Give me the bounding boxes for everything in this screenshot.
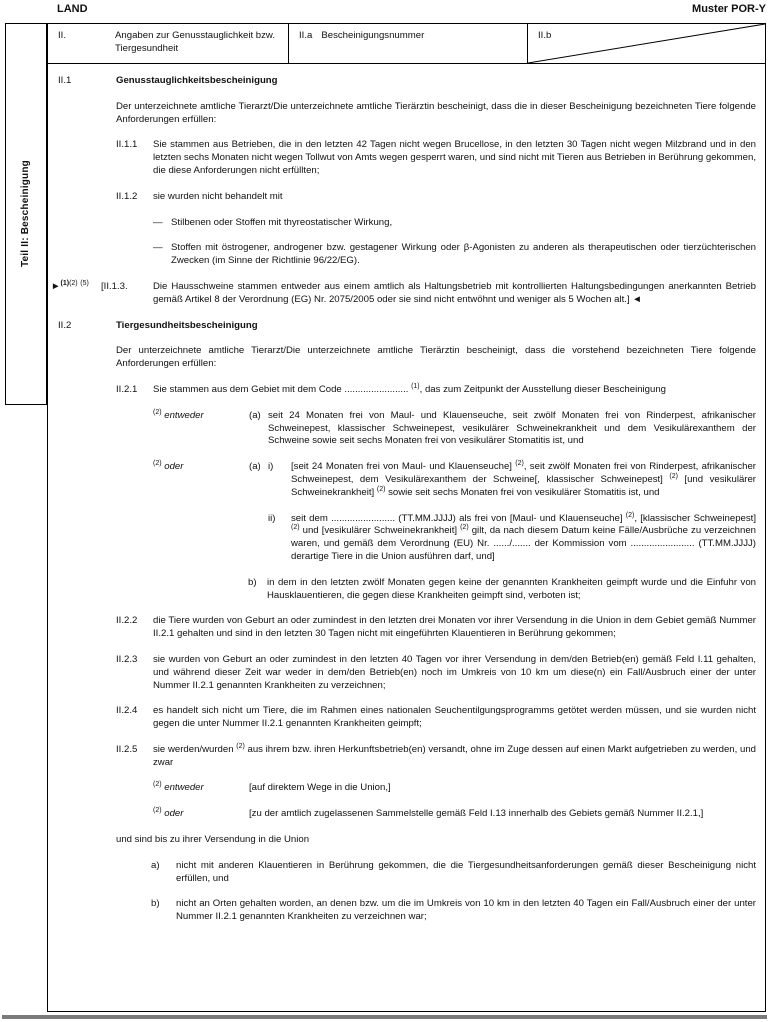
option-text: seit dem ........................ (TT.MM.JJJJ) als frei von [Maul- und Klauenseuche] $^{(2)}$, [klassischer Schweinepest] $^{(2)}$ und [vesikulärer Schweinekrankheit] $^{(2)}$ gilt, da nach diesem Datum keine Fälle/Ausbrüche zu verzeichnen waren, und gemäß dem Verordnung (EU) Nr. ....../....... der Kommission vom ........................ (TT.MM.JJJJ) derartige Tiere in die Union ausführen darf, und] (291, 511, 756, 562)
footnote-ref: (2) (69, 279, 78, 287)
footnote-ref: (1) (60, 279, 70, 287)
section-ii1-title: Genusstauglichkeitsbescheinigung (116, 75, 278, 86)
option-letter: a) (151, 859, 160, 871)
field-iia-cell (288, 24, 527, 63)
option-roman: ii) (268, 512, 276, 524)
footnote-ref: (2) (153, 459, 162, 467)
option-roman: i) (268, 461, 274, 473)
option-text: [zu der amtlich zugelassenen Sammelstelle gemäß Feld I.13 innerhalb des Gebiets gemäß Nummer II.2.1,] (249, 808, 704, 820)
option-text: nicht mit anderen Klauentieren in Berührung gekommen, die die Tiergesundheitsanforderungen gemäß dieser Bescheinigung nicht erfüllen, und (176, 859, 756, 884)
item-ii24 (116, 705, 756, 731)
model-label: Muster POR-Y (692, 3, 766, 15)
option-text: seit 24 Monaten frei von Maul- und Klauenseuche, seit zwölf Monaten frei von Rinderpest, afrikanischer Schweinepest, klassischer Schweinepest, vesikulärer Schweinekrankheit und dem Vesikulärexanthem der Schweine sowie seit sechs Monaten frei von vesikulärer Stomatitis ist, und (268, 409, 756, 447)
field-iia-number: II.a (299, 30, 313, 41)
amendment-arrow-icon: ► (51, 280, 61, 292)
item-ii13-number: [II.1.3. (101, 280, 128, 292)
item-ii21-oder-ii (268, 513, 756, 564)
diagonal-strike-icon (528, 24, 765, 63)
option-letter: (a) (249, 461, 261, 473)
section-ii2-intro: Der unterzeichnete amtliche Tierarzt/Die unterzeichnete amtliche Tierärztin bescheinigt, dass die vorstehend bezeichneten Tiere folgende Anforderungen erfüllen: (116, 345, 756, 370)
item-ii21-text: Sie stammen aus dem Gebiet mit dem Code ........................ $^{(1)}$, das zum Zeitpunkt der Ausstellung dieser Bescheinigung (153, 382, 667, 395)
item-ii11-number: II.1.1 (116, 139, 138, 151)
page-bottom-edge (2, 1015, 767, 1019)
field-iia-label: Bescheinigungsnummer (321, 30, 425, 41)
dash-icon: — (153, 216, 163, 228)
item-ii25-entweder (153, 782, 756, 795)
option-letter: b) (151, 898, 160, 910)
certificate-body (47, 23, 766, 1012)
item-ii22 (116, 615, 756, 641)
item-ii13-text: Die Hausschweine stammen entweder aus einem amtlich als Haltungsbetrieb mit kontrollierten Haltungsbedingungen anerkannten Betrieb gemäß Artikel 8 der Verordnung (EG) Nr. 2075/2005 oder sie sind nicht entwöhnt und weniger als 5 Wochen alt.] ◄ (153, 280, 756, 305)
item-ii21-oder (153, 461, 756, 499)
option-text: in dem in den letzten zwölf Monaten gegen keine der genannten Krankheiten geimpft wurde und die Einfuhr von Hausklauentieren, die gegen diese Krankheiten geimpft sind, verboten ist; (267, 576, 756, 601)
item-ii25-a (151, 860, 756, 886)
section-ii2-title: Tiergesundheitsbescheinigung (116, 319, 258, 331)
footnote-ref: (5) (80, 279, 89, 287)
option-text: nicht an Orten gehalten worden, an denen bzw. um die im Umkreis von 10 km in den letzten 40 Tagen ein Fall/Ausbruch einer der unter Nummer II.2.1 genannten Krankheiten zu verzeichnen war; (176, 898, 756, 923)
item-ii22-number: II.2.2 (116, 615, 138, 627)
option-text: [auf direktem Wege in die Union,] (249, 782, 391, 794)
item-ii25-number: II.2.5 (116, 743, 138, 755)
item-ii25-oder (153, 808, 756, 821)
option-letter: (a) (249, 409, 261, 421)
item-ii25 (116, 744, 756, 770)
item-ii12-dash-1 (153, 217, 756, 230)
item-ii23-text: sie wurden von Geburt an oder zumindest in den letzten 40 Tagen vor ihrer Versendung in dem/den Betrieb(en) gemäß Feld I.11 gehalten, und während dieser Zeit war weder in dem/den Betrieb(en) noch im Umkreis von 10 km um diese(n) ein Fall/Ausbruch einer der unter Nummer II.2.1 genannten Krankheiten zu verzeichnen; (153, 653, 756, 691)
section-ii1-intro: Der unterzeichnete amtliche Tierarzt/Die unterzeichnete amtliche Tierärztin bescheinigt, dass die in dieser Bescheinigung bezeichneten Tiere folgende Anforderungen erfüllen: (116, 100, 756, 125)
choice-word: oder (164, 808, 184, 820)
field-iib-cell (527, 24, 765, 63)
item-ii12-number: II.1.2 (116, 190, 138, 202)
item-ii23-number: II.2.3 (116, 653, 138, 665)
choice-word: entweder (164, 782, 204, 794)
choice-option (249, 410, 756, 448)
item-ii12 (116, 191, 756, 204)
item-ii13 (48, 281, 756, 307)
page-header (0, 3, 769, 19)
item-ii24-text: es handelt sich nicht um Tiere, die im Rahmen eines nationalen Seuchentilgungsprogramms getötet werden müssen, und sie wurden nicht gegen die unter Nummer II.2.1 genannten Krankheiten geimpft; (153, 705, 756, 730)
choice-label (153, 410, 249, 448)
amendment-marker (51, 281, 101, 307)
section-ii2-number: II.2 (58, 319, 72, 331)
item-ii23 (116, 654, 756, 692)
section-ii1-heading (48, 75, 756, 88)
country-label: LAND (57, 3, 88, 15)
item-ii21-entweder (153, 410, 756, 448)
item-ii12-text: sie wurden nicht behandelt mit (153, 190, 283, 202)
dash-icon: — (153, 242, 163, 254)
choice-option (249, 461, 756, 499)
field-iib-number: II.b (538, 30, 552, 41)
choice-label (153, 782, 249, 795)
choice-label (153, 808, 249, 821)
choice-word: entweder (164, 409, 204, 421)
item-ii21-b (248, 577, 756, 603)
part-ii-sidebar (5, 23, 47, 405)
field-ii-label: Angaben zur Genusstauglichkeit bzw. Tiergesundheit (115, 30, 275, 54)
option-letter: b) (248, 576, 257, 588)
field-ii-cell (48, 24, 288, 63)
choice-word: oder (164, 461, 184, 473)
item-ii25-b (151, 898, 756, 924)
field-ii-number: II. (58, 30, 66, 41)
item-ii21 (116, 384, 756, 397)
item-ii11-text: Sie stammen aus Betrieben, die in den letzten 42 Tagen nicht wegen Brucellose, in den letzten 30 Tagen nicht wegen Milzbrand und in den letzten sechs Monaten nicht wegen Tollwut von Amts wegen gesperrt waren, und sind nicht mit Tieren aus Betrieben in Berührung gekommen, die diese Anforderungen nicht erfüllten; (153, 139, 756, 176)
item-ii11 (116, 139, 756, 177)
item-ii22-text: die Tiere wurden von Geburt an oder zumindest in den letzten drei Monaten vor ihrer Versendung in die Union in dem Gebiet gemäß Nummer II.2.1 gehalten und sind in den letzten 30 Tagen nicht mit eingeführten Klauentieren in Berührung gekommen; (153, 615, 756, 640)
option-text: [seit 24 Monaten frei von Maul- und Klauenseuche] $^{(2)}$, seit zwölf Monaten frei von Rinderpest, afrikanischer Schweinepest, dem Vesikulärexanthem der Schweine[, klassischer Schweinepest] $^{(2)}$ [und vesikulärer Schweinekrankheit] $^{(2)}$ sowie seit sechs Monaten frei von vesikulärer Stomatitis ist, und (291, 459, 757, 498)
info-table (48, 24, 765, 64)
footnote-ref: (2) (153, 781, 162, 789)
item-ii12-dash1-text: Stilbenen oder Stoffen mit thyreostatischer Wirkung, (171, 216, 393, 228)
choice-label (153, 461, 249, 499)
item-ii12-dash-2 (153, 242, 756, 268)
section-ii1-number: II.1 (58, 75, 72, 86)
footnote-ref: (2) (153, 807, 162, 815)
item-ii24-number: II.2.4 (116, 705, 138, 717)
sidebar-label: Teil II: Bescheinigung (19, 160, 31, 268)
certificate-content (48, 64, 765, 924)
section-ii2-heading (48, 320, 756, 333)
item-ii25-und-sind: und sind bis zu ihrer Versendung in die Union (116, 834, 310, 846)
item-ii21-number: II.2.1 (116, 383, 138, 395)
item-ii25-text: sie werden/wurden $^{(2)}$ aus ihrem bzw. ihren Herkunftsbetrieb(en) versandt, ohne im Zuge dessen auf einen Markt aufgetrieben zu werden, und zwar (153, 742, 756, 768)
item-ii12-dash2-text: Stoffen mit östrogener, androgener bzw. gestagener Wirkung oder β-Agonisten zu anderen als therapeutischen oder tierzüchterischen Zwecken (im Sinne der Richtlinie 96/22/EG). (171, 242, 756, 267)
footnote-ref: (2) (153, 408, 162, 416)
